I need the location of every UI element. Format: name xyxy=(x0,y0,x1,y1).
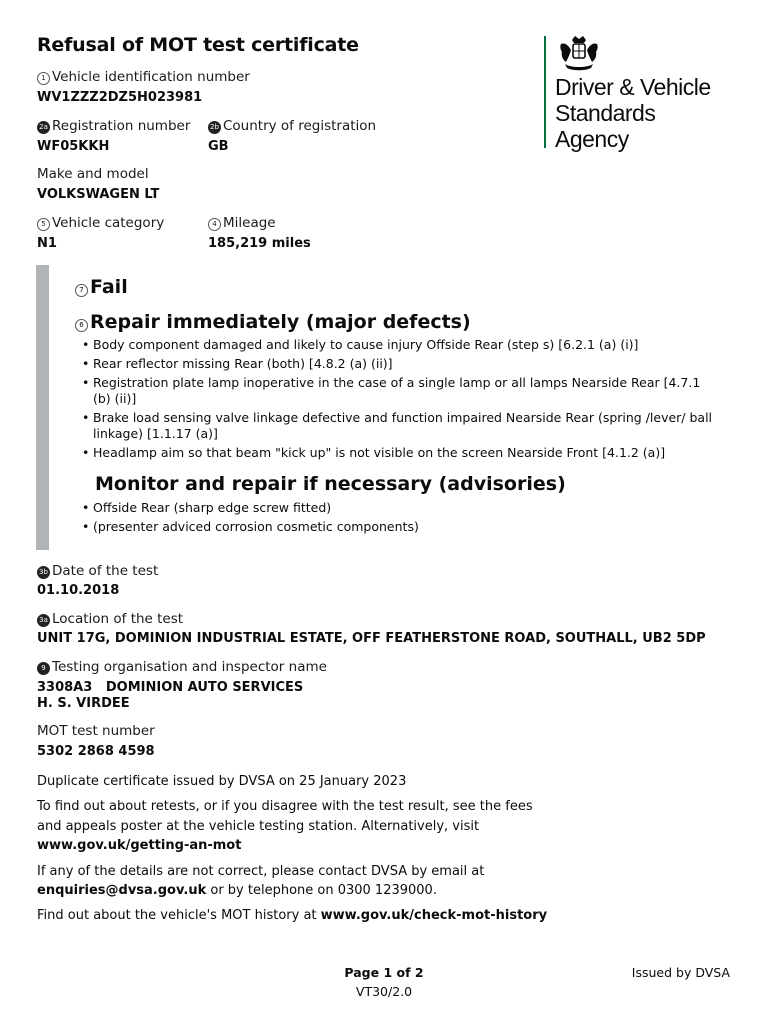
vin-value: WV1ZZZ2DZ5H023981 xyxy=(37,90,203,105)
mileage-value: 185,219 miles xyxy=(208,236,311,251)
test-date-label: 3b Date of the test xyxy=(37,563,158,579)
mileage-label: 4 Mileage xyxy=(208,215,276,231)
mot-history-text: Find out about the vehicle's MOT history at xyxy=(37,908,321,923)
registration-label: 2a Registration number xyxy=(37,118,190,134)
category-label: 5 Vehicle category xyxy=(37,215,164,231)
duplicate-notice: Duplicate certificate issued by DVSA on 25 January 2023 xyxy=(37,774,407,789)
form-code: VT30/2.0 xyxy=(355,984,413,999)
retests-text-line-2: and appeals poster at the vehicle testing station. Alternatively, visit xyxy=(37,819,480,834)
field-number-badge: 3b xyxy=(37,566,50,579)
defect-item: • Rear reflector missing Rear (both) [4.8.2 (a) (ii)] xyxy=(80,356,720,372)
agency-logo-divider xyxy=(544,36,546,148)
defect-item: • Registration plate lamp inoperative in the case of a single lamp or all lamps Nearside Rear [4.7.1 (b) (ii)] xyxy=(80,375,720,407)
make-model-label: Make and model xyxy=(37,166,149,182)
testing-organisation-value: 3308A3 DOMINION AUTO SERVICES xyxy=(37,680,304,695)
defect-item: • Body component damaged and likely to cause injury Offside Rear (step s) [6.2.1 (a) (i)] xyxy=(80,337,720,353)
country-label: 2b Country of registration xyxy=(208,118,376,134)
testing-organisation-label: 9 Testing organisation and inspector name xyxy=(37,659,327,675)
agency-name xyxy=(555,74,711,152)
field-number-badge: 2a xyxy=(37,121,50,134)
issued-by: Issued by DVSA xyxy=(631,965,730,980)
contact-line xyxy=(37,881,657,901)
test-date-value: 01.10.2018 xyxy=(37,583,120,598)
retests-text-line-1: To find out about retests, or if you disagree with the test result, see the fees xyxy=(37,799,533,814)
major-defects-list xyxy=(80,337,720,464)
contact-text: If any of the details are not correct, please contact DVSA by email at xyxy=(37,864,485,879)
royal-coat-of-arms-icon xyxy=(557,34,601,74)
country-value: GB xyxy=(208,139,229,154)
mot-history-link[interactable]: www.gov.uk/check-mot-history xyxy=(320,908,548,923)
advisory-item: • (presenter adviced corrosion cosmetic components) xyxy=(80,519,720,535)
mot-history-line xyxy=(37,906,657,926)
field-number-badge: 5 xyxy=(37,218,50,231)
field-number-badge: 4 xyxy=(208,218,221,231)
field-number-badge: 7 xyxy=(75,284,88,297)
agency-name-line-2: Standards xyxy=(555,100,656,126)
agency-name-line-3: Agency xyxy=(555,126,629,152)
field-number-badge: 6 xyxy=(75,319,88,332)
field-number-badge: 1 xyxy=(37,72,50,85)
advisory-item: • Offside Rear (sharp edge screw fitted) xyxy=(80,500,720,516)
defect-item: • Headlamp aim so that beam "kick up" is not visible on the screen Nearside Front [4.1.2 (a)] xyxy=(80,445,720,461)
advisories-list xyxy=(80,500,720,538)
agency-name-line-1: Driver & Vehicle xyxy=(555,74,711,100)
field-number-badge: 3a xyxy=(37,614,50,627)
page-number: Page 1 of 2 xyxy=(344,965,424,980)
defect-item: • Brake load sensing valve linkage defective and function impaired Nearside Rear (spring /lever/ ball linkage) [1.1.17 (a)] xyxy=(80,410,720,442)
test-location-label: 3a Location of the test xyxy=(37,611,183,627)
test-location-value: UNIT 17G, DOMINION INDUSTRIAL ESTATE, OFF FEATHERSTONE ROAD, SOUTHALL, UB2 5DP xyxy=(37,631,706,646)
field-number-badge: 2b xyxy=(208,121,221,134)
mot-test-number-value: 5302 2868 4598 xyxy=(37,744,155,759)
major-defects-heading: 6 Repair immediately (major defects) xyxy=(75,311,471,333)
field-number-badge: 9 xyxy=(37,662,50,675)
category-value: N1 xyxy=(37,236,57,251)
getting-an-mot-link[interactable]: www.gov.uk/getting-an-mot xyxy=(37,838,242,853)
make-model-value: VOLKSWAGEN LT xyxy=(37,187,160,202)
vin-label: 1 Vehicle identification number xyxy=(37,69,250,85)
mot-test-number-label: MOT test number xyxy=(37,723,155,739)
fail-heading: 7 Fail xyxy=(75,276,128,298)
inspector-name-value: H. S. VIRDEE xyxy=(37,696,130,711)
advisories-heading: Monitor and repair if necessary (advisories) xyxy=(95,473,566,495)
registration-value: WF05KKH xyxy=(37,139,110,154)
contact-phone-text: or by telephone on 0300 1239000. xyxy=(206,883,437,898)
result-side-bar xyxy=(36,265,49,550)
page-title: Refusal of MOT test certificate xyxy=(37,34,359,56)
contact-email-link[interactable]: enquiries@dvsa.gov.uk xyxy=(37,883,207,898)
